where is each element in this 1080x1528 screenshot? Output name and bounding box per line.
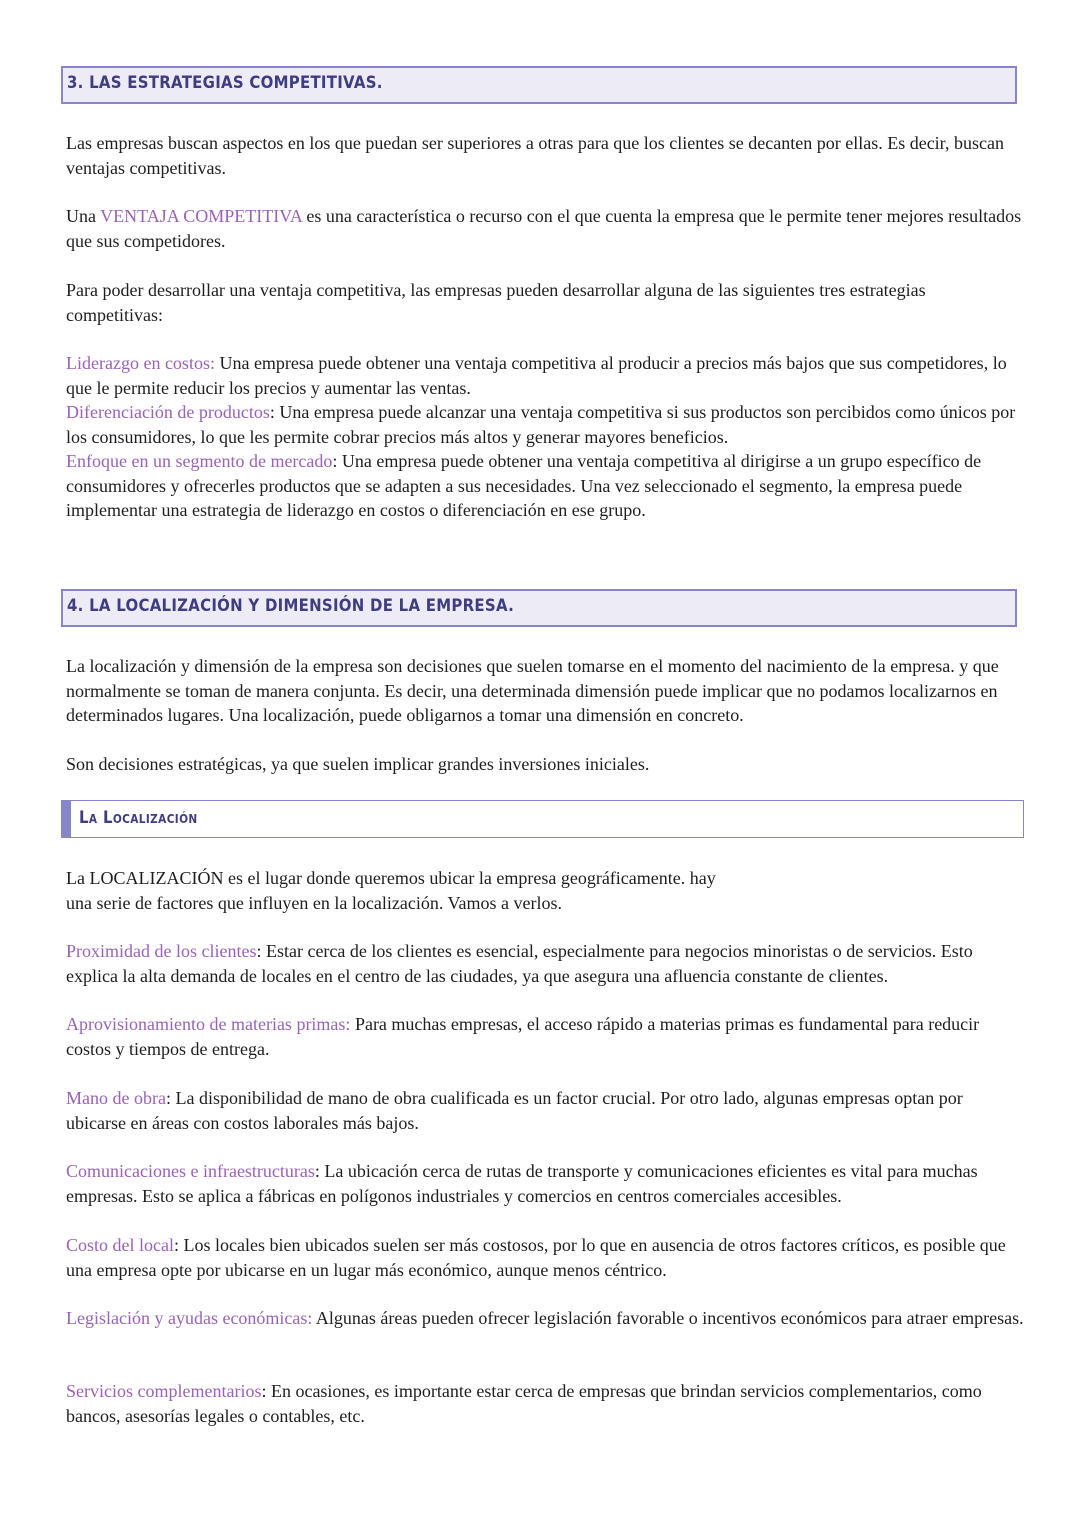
s3-paragraph-2 <box>66 204 1026 253</box>
section-4-title: 4. LA LOCALIZACIÓN Y DIMENSIÓN DE LA EMPRESA. <box>67 596 515 616</box>
section-3-header <box>61 66 1017 104</box>
factor-term: Servicios complementarios <box>66 1381 262 1401</box>
s4-paragraph-1 <box>66 654 1026 728</box>
factor-text: Algunas áreas pueden ofrecer legislación favorable o incentivos económicos para atraer empresas. <box>312 1308 1024 1328</box>
factor-term: Aprovisionamiento de materias primas: <box>66 1014 351 1034</box>
factor-term: Mano de obra <box>66 1088 166 1108</box>
localizacion-subheader-title: La Localización <box>79 808 198 828</box>
strategy-term: Liderazgo en costos: <box>66 353 215 373</box>
section-4-header <box>61 589 1017 627</box>
factor-term: Comunicaciones e infraestructuras <box>66 1161 315 1181</box>
factor-text: : Los locales bien ubicados suelen ser más costosos, por lo que en ausencia de otros factores críticos, es posible que una empresa opte por ubicarse en un lugar más económico, aunque menos céntrico. <box>66 1235 1006 1280</box>
localizacion-subheader <box>61 800 1024 838</box>
section-3-title: 3. LAS ESTRATEGIAS COMPETITIVAS. <box>67 73 383 93</box>
loc-line-1: La LOCALIZACIÓN es el lugar donde queremos ubicar la empresa geográficamente. hay <box>66 868 716 888</box>
s3-p2-term: VENTAJA COMPETITIVA <box>100 206 302 226</box>
factor-term: Legislación y ayudas económicas: <box>66 1308 313 1328</box>
s3-strategies <box>66 351 1026 523</box>
factor-term: Proximidad de los clientes <box>66 941 257 961</box>
strategy-text: Una empresa puede obtener una ventaja competitiva al producir a precios más bajos que sus competidores, lo que le permite reducir los precios y aumentar las ventas. <box>66 353 1007 398</box>
factor-costo-local <box>66 1233 1026 1282</box>
s3-p2-rest: es una característica o recurso con el que cuenta la empresa que le permite tener mejores resultados que sus competidores. <box>66 206 1022 251</box>
factor-servicios <box>66 1379 1026 1428</box>
s4-p2-text: Son decisiones estratégicas, ya que suelen implicar grandes inversiones iniciales. <box>66 754 650 774</box>
factor-aprovisionamiento <box>66 1012 1026 1061</box>
factor-text: Para muchas empresas, el acceso rápido a materias primas es fundamental para reducir costos y tiempos de entrega. <box>66 1014 980 1059</box>
strategy-term: Diferenciación de productos <box>66 402 270 422</box>
factor-legislacion <box>66 1306 1026 1331</box>
localizacion-intro <box>66 866 1026 915</box>
factor-proximidad <box>66 939 1026 988</box>
strategy-text: : Una empresa puede obtener una ventaja competitiva al dirigirse a un grupo específico de consumidores y ofrecerles productos que se adapten a sus necesidades. Una vez seleccionado el segmento, la empresa puede implementar una estrategia de liderazgo en costos o diferenciación en ese grupo. <box>66 451 982 520</box>
s3-paragraph-1 <box>66 131 1026 180</box>
loc-line-2: una serie de factores que influyen en la localización. Vamos a verlos. <box>66 892 562 913</box>
factor-term: Costo del local <box>66 1235 174 1255</box>
s3-p2-prefix: Una <box>66 206 101 226</box>
s3-paragraph-3 <box>66 278 1026 327</box>
factor-text: : En ocasiones, es importante estar cerca de empresas que brindan servicios complementarios, como bancos, asesorías legales o contables, etc. <box>66 1381 982 1426</box>
factor-mano-de-obra <box>66 1086 1026 1135</box>
factor-text: : La ubicación cerca de rutas de transporte y comunicaciones eficientes es vital para muchas empresas. Esto se aplica a fábricas en polígonos industriales y comercios en centros comerciales accesibles. <box>66 1161 978 1206</box>
factor-text: : La disponibilidad de mano de obra cualificada es un factor crucial. Por otro lado, algunas empresas optan por ubicarse en áreas con costos laborales más bajos. <box>66 1088 963 1133</box>
s4-paragraph-2 <box>66 752 1026 777</box>
s3-p3-text: Para poder desarrollar una ventaja competitiva, las empresas pueden desarrollar alguna de las siguientes tres estrategias competitivas: <box>66 280 926 325</box>
s4-p1-text: La localización y dimensión de la empresa son decisiones que suelen tomarse en el momento del nacimiento de la empresa. y que normalmente se toman de manera conjunta. Es decir, una determinada dimensión puede implicar que no podamos localizarnos en determinados lugares. Una localización, puede obligarnos a tomar una dimensión en concreto. <box>66 656 999 725</box>
strategy-term: Enfoque en un segmento de mercado <box>66 451 333 471</box>
s3-p1-text: Las empresas buscan aspectos en los que puedan ser superiores a otras para que los clientes se decanten por ellas. Es decir, buscan ventajas competitivas. <box>66 133 1004 178</box>
factor-comunicaciones <box>66 1159 1026 1208</box>
factor-text: : Estar cerca de los clientes es esencial, especialmente para negocios minoristas o de servicios. Esto explica la alta demanda de locales en el centro de las ciudades, ya que asegura una afluencia constante de clientes. <box>66 941 973 986</box>
strategy-text: : Una empresa puede alcanzar una ventaja competitiva si sus productos son percibidos como únicos por los consumidores, lo que les permite cobrar precios más altos y generar mayores beneficios. <box>66 402 1016 447</box>
